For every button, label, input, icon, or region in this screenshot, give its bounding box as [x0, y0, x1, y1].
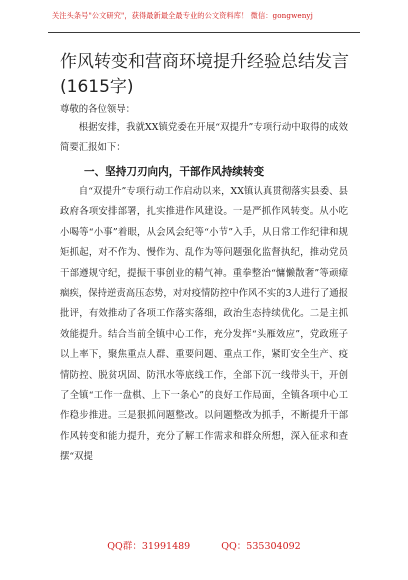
header-promo-text: 关注头条号"公文研究"，获得最新最全最专业的公文资料库！ 微信：gongwenyj [52, 11, 313, 20]
body-paragraph: 自“双提升”专项行动工作启动以来，XX镇认真贯彻落实县委、县政府各项安排部署，扎实推进作风建设。一是严抓作风转变。从小吃小喝等“小事”着眼，从会风会纪等“小节”入手，从日常工作纪律和规矩抓起，对不作为、慢作为、乱作为等问题强化监督执纪，推动党员干部遵规守纪，提振干事创业的精气神。重拳整治“慵懒散奢”等顽瘴痼疾，保持逆责高压态势，对对疫情防控中作风不实的3人进行了通报批评，有效推动了各项工作落实落细，政治生态持续优化。二是主抓效能提升。结合当前全镇中心工作，充分发挥“头雁效应”，党政班子以上率下，聚焦重点人群、重要问题、重点工作，紧盯安全生产、疫情防控、脱贫巩固、防汛水等底线工作，全部下沉一线带头干，开创了全镇“工作一盘棋、上下一条心”的良好工作局面，全镇各项中心工作稳步推进。三是狠抓问题整改。以问题整改为抓手，不断提升干部作风转变和能力提升，充分了解工作需求和群众所想，深入征求和查摆“双提 [60, 186, 348, 463]
header-divider [48, 32, 360, 33]
footer-qq-group: QQ群：31991489 [107, 541, 191, 552]
footer-contact [0, 538, 408, 552]
salutation: 尊敬的各位领导： [60, 104, 136, 115]
section-heading: 一、坚持刀刃向内，干部作风持续转变 [84, 166, 265, 178]
footer-qq: QQ：535304092 [221, 541, 301, 552]
document-title: 作风转变和营商环境提升经验总结发言(1615字) [60, 52, 349, 97]
intro-paragraph: 根据安排，我就XX镇党委在开展“双提升”专项行动中取得的成效简要汇报如下： [60, 122, 348, 154]
